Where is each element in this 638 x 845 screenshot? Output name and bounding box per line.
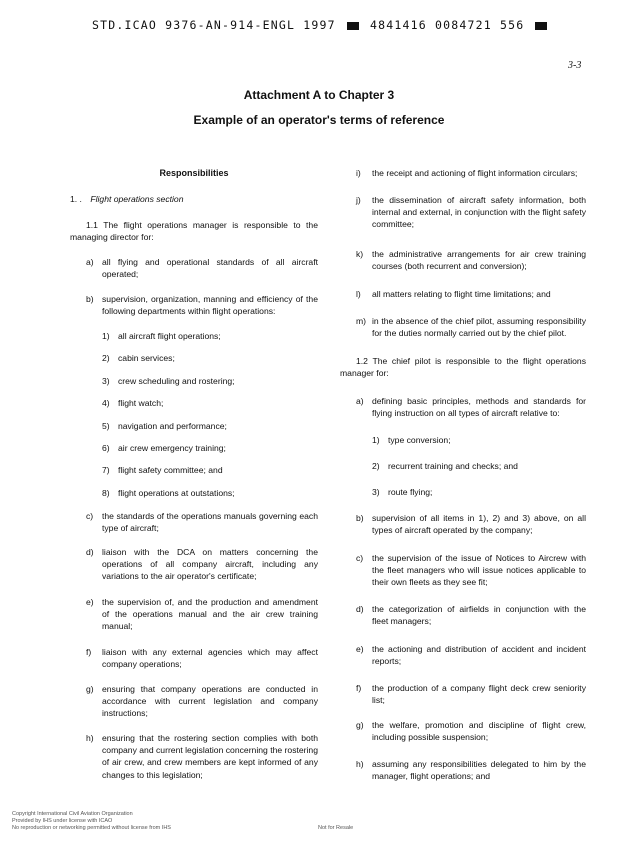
page-subtitle: Example of an operator's terms of reference [193, 113, 445, 127]
section-number: 1. . [70, 194, 82, 204]
copyright-footer: Copyright International Civil Aviation Organization Provided by IHS under license with ICAO No reproduction or networking permitted without license from IHS [12, 811, 171, 831]
paragraph-1-1: 1.1 The flight operations manager is responsible to the managing director for: [70, 220, 318, 243]
resale-notice: Not for Resale [318, 825, 354, 831]
doc-id: STD.ICAO 9376-AN-914-ENGL 1997 [92, 18, 336, 32]
redaction-block [347, 22, 359, 30]
section-title [70, 193, 320, 205]
page-number: 3-3 [568, 60, 582, 71]
redaction-block [535, 22, 547, 30]
page-title: Attachment A to Chapter 3 [243, 88, 395, 102]
section-name: Flight operations section [90, 194, 184, 204]
document-id-header [92, 18, 550, 32]
section-heading: Responsibilities [159, 168, 229, 178]
paragraph-1-2: 1.2 The chief pilot is responsible to the flight operations manager for: [340, 356, 586, 379]
barcode-number: 4841416 0084721 556 [369, 18, 525, 32]
